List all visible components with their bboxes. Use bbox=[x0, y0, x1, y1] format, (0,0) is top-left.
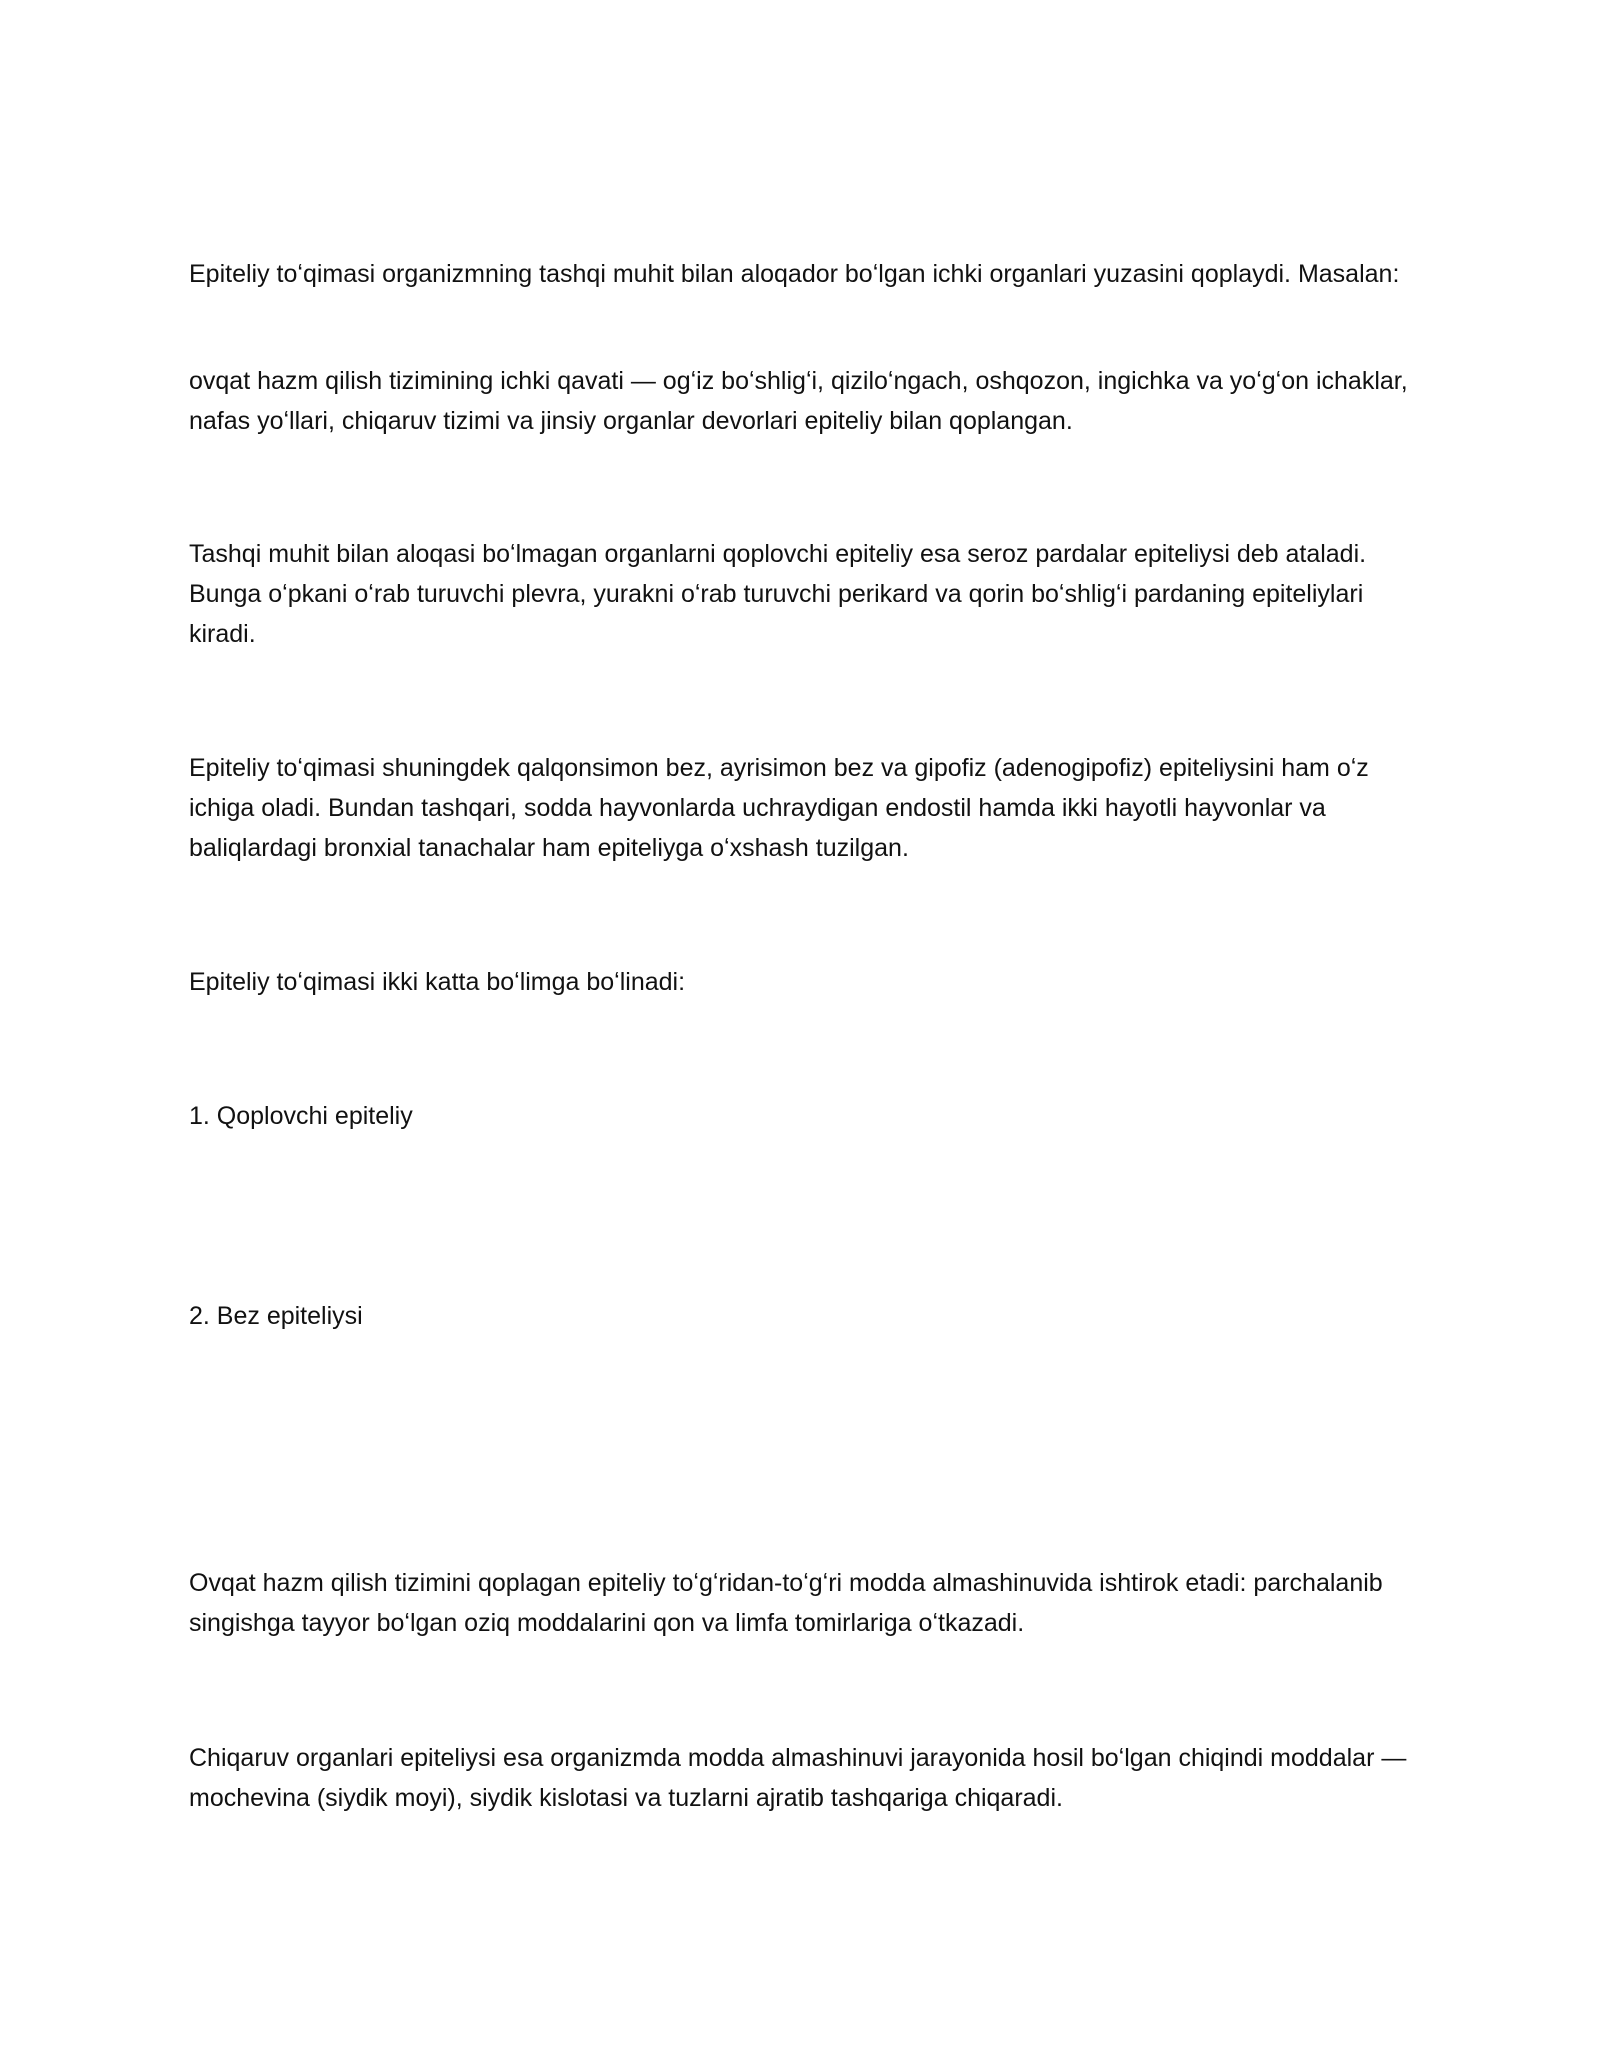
paragraph-glands: Epiteliy toʻqimasi shuningdek qalqonsimon bez, ayrisimon bez va gipofiz (adenogipofiz) epiteliysini ham oʻz ichiga oladi. Bundan tashqari, sodda hayvonlarda uchraydigan endostil hamda ikki hayotli hayvonlar va baliqlardagi bronxial tanachalar ham epiteliyga oʻxshash tuzilgan. bbox=[189, 754, 1369, 862]
paragraph-serous-membranes: Tashqi muhit bilan aloqasi boʻlmagan organlarni qoplovchi epiteliy esa seroz pardalar epiteliysi deb ataladi. Bunga oʻpkani oʻrab turuvchi plevra, yurakni oʻrab turuvchi perikard va qorin boʻshligʻi pardaning epiteliylari kiradi. bbox=[189, 540, 1367, 648]
paragraph-intro: Epiteliy toʻqimasi organizmning tashqi muhit bilan aloqador boʻlgan ichki organlari yuzasini qoplaydi. Masalan: bbox=[189, 260, 1400, 288]
paragraph-excretory-function: Chiqaruv organlari epiteliysi esa organizmda modda almashinuvi jarayonida hosil boʻlgan chiqindi moddalar — mochevina (siydik moyi), siydik kislotasi va tuzlarni ajratib tashqariga chiqaradi. bbox=[189, 1744, 1407, 1812]
paragraph-digestive-function: Ovqat hazm qilish tizimini qoplagan epiteliy toʻgʻridan-toʻgʻri modda almashinuvida ishtirok etadi: parchalanib singishga tayyor boʻlgan oziq moddalarini qon va limfa tomirlariga oʻtkazadi. bbox=[189, 1569, 1383, 1637]
list-item-glandular-epithelium: 2. Bez epiteliysi bbox=[189, 1302, 363, 1330]
paragraph-digestive-lining: ovqat hazm qilish tizimining ichki qavati — ogʻiz boʻshligʻi, qiziloʻngach, oshqozon, ingichka va yoʻgʻon ichaklar, nafas yoʻllari, chiqaruv tizimi va jinsiy organlar devorlari epiteliy bilan qoplangan. bbox=[189, 367, 1408, 435]
paragraph-division-intro: Epiteliy toʻqimasi ikki katta boʻlimga boʻlinadi: bbox=[189, 968, 686, 996]
list-item-covering-epithelium: 1. Qoplovchi epiteliy bbox=[189, 1102, 413, 1130]
